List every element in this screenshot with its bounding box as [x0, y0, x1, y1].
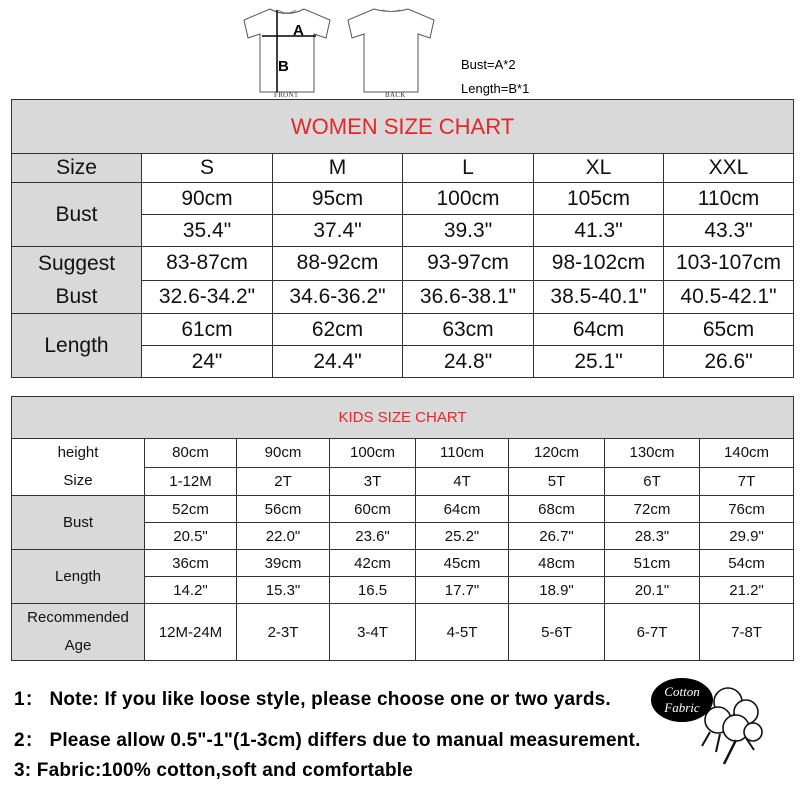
bust-in-cell: 35.4": [142, 215, 273, 247]
kids-size-table: [11, 396, 794, 661]
cotton-boll-icon: [650, 672, 765, 767]
kids-height-cell: 130cm: [605, 439, 700, 468]
kids-age-cell: 12M-24M: [145, 604, 237, 661]
kids-size-cell: 6T: [605, 467, 700, 496]
kids-length-cm-cell: 51cm: [605, 550, 700, 577]
kids-size-cell: 1-12M: [145, 467, 237, 496]
kids-bust-cm-cell: 72cm: [605, 496, 700, 523]
kids-length-in-cell: 15.3": [237, 577, 330, 604]
women-size-table: [11, 99, 794, 378]
suggest-cm-cell: 103-107cm: [664, 247, 794, 281]
suggest-in-cell: 40.5-42.1": [664, 280, 794, 314]
kids-chart-title: KIDS SIZE CHART: [12, 397, 794, 439]
bust-cm-cell: 100cm: [403, 183, 534, 215]
kids-bust-in-cell: 22.0": [237, 523, 330, 550]
kids-length-cm-cell: 39cm: [237, 550, 330, 577]
kids-age-cell: 7-8T: [700, 604, 794, 661]
recommended-label: Recommended: [27, 609, 129, 626]
kids-length-cm-cell: 45cm: [416, 550, 509, 577]
kids-size-cell: 2T: [237, 467, 330, 496]
note-3: 3: Fabric:100% cotton,soft and comfortable: [14, 760, 414, 781]
length-cm-cell: 64cm: [534, 314, 664, 346]
kids-bust-cm-cell: 64cm: [416, 496, 509, 523]
recommended-age-row-header: [12, 604, 145, 661]
age-label: Age: [64, 637, 92, 654]
kids-height-cell: 90cm: [237, 439, 330, 468]
kids-length-in-cell: 18.9": [509, 577, 605, 604]
length-in-cell: 25.1": [534, 346, 664, 378]
length-in-cell: 24.4": [273, 346, 403, 378]
kids-size-cell: 4T: [416, 467, 509, 496]
bust-cm-cell: 105cm: [534, 183, 664, 215]
kids-length-cm-cell: 48cm: [509, 550, 605, 577]
back-label: BACK: [385, 91, 406, 99]
kids-bust-row-header: Bust: [12, 496, 145, 550]
kids-bust-in-cell: 20.5": [145, 523, 237, 550]
kids-age-cell: 4-5T: [416, 604, 509, 661]
suggest-cm-cell: 83-87cm: [142, 247, 273, 281]
kids-bust-in-cell: 28.3": [605, 523, 700, 550]
kids-length-cm-cell: 42cm: [330, 550, 416, 577]
kids-bust-in-cell: 23.6": [330, 523, 416, 550]
badge-line1: Cotton: [664, 684, 700, 699]
length-cm-cell: 63cm: [403, 314, 534, 346]
kids-length-cm-cell: 54cm: [700, 550, 794, 577]
length-cm-cell: 65cm: [664, 314, 794, 346]
bust-in-cell: 37.4": [273, 215, 403, 247]
kids-length-row-header: Length: [12, 550, 145, 604]
suggest-in-cell: 32.6-34.2": [142, 280, 273, 314]
kids-bust-cm-cell: 68cm: [509, 496, 605, 523]
label-b: B: [278, 58, 289, 75]
kids-bust-in-cell: 29.9": [700, 523, 794, 550]
kids-size-cell: 5T: [509, 467, 605, 496]
bust-in-cell: 43.3": [664, 215, 794, 247]
kids-size-cell: 3T: [330, 467, 416, 496]
kids-age-cell: 5-6T: [509, 604, 605, 661]
bust-cm-cell: 95cm: [273, 183, 403, 215]
suggest-in-cell: 34.6-36.2": [273, 280, 403, 314]
bust-formula: Bust=A*2: [461, 57, 516, 72]
kids-height-cell: 110cm: [416, 439, 509, 468]
tshirt-front-icon: [240, 6, 334, 94]
suggest-cm-cell: 93-97cm: [403, 247, 534, 281]
tshirt-back-diagram: [344, 6, 438, 94]
kids-length-in-cell: 16.5: [330, 577, 416, 604]
kids-bust-cm-cell: 76cm: [700, 496, 794, 523]
tshirt-front-diagram: [240, 6, 334, 94]
suggest-bust-row-header: [12, 247, 142, 314]
height-size-row-header: [12, 439, 145, 496]
suggest-in-cell: 38.5-40.1": [534, 280, 664, 314]
length-cm-cell: 61cm: [142, 314, 273, 346]
suggest-label-line1: Suggest: [37, 252, 116, 275]
suggest-cm-cell: 88-92cm: [273, 247, 403, 281]
kids-bust-in-cell: 25.2": [416, 523, 509, 550]
kids-height-cell: 80cm: [145, 439, 237, 468]
length-in-cell: 24.8": [403, 346, 534, 378]
size-label: Size: [63, 472, 93, 489]
cotton-fabric-badge: [650, 672, 765, 772]
bust-row-header: Bust: [12, 183, 142, 247]
kids-height-cell: 120cm: [509, 439, 605, 468]
kids-height-cell: 100cm: [330, 439, 416, 468]
size-s: S: [142, 154, 273, 183]
height-label: height: [57, 444, 99, 461]
suggest-in-cell: 36.6-38.1": [403, 280, 534, 314]
size-xl: XL: [534, 154, 664, 183]
kids-length-in-cell: 17.7": [416, 577, 509, 604]
length-in-cell: 24": [142, 346, 273, 378]
kids-age-cell: 3-4T: [330, 604, 416, 661]
kids-length-in-cell: 14.2": [145, 577, 237, 604]
label-a: A: [293, 22, 304, 39]
note-2: 2： Please allow 0.5"-1"(1-3cm) differs due to manual measurement.: [14, 730, 641, 751]
kids-bust-cm-cell: 60cm: [330, 496, 416, 523]
bust-cm-cell: 90cm: [142, 183, 273, 215]
length-row-header: Length: [12, 314, 142, 378]
kids-length-cm-cell: 36cm: [145, 550, 237, 577]
length-in-cell: 26.6": [664, 346, 794, 378]
kids-age-cell: 6-7T: [605, 604, 700, 661]
kids-bust-cm-cell: 52cm: [145, 496, 237, 523]
badge-line2: Fabric: [664, 700, 700, 715]
tshirt-back-icon: [344, 6, 438, 94]
kids-length-in-cell: 20.1": [605, 577, 700, 604]
size-l: L: [403, 154, 534, 183]
length-cm-cell: 62cm: [273, 314, 403, 346]
length-formula: Length=B*1: [461, 81, 530, 96]
front-label: FRONT: [274, 91, 299, 99]
bust-in-cell: 39.3": [403, 215, 534, 247]
suggest-cm-cell: 98-102cm: [534, 247, 664, 281]
size-header: Size: [12, 154, 142, 183]
note-1: 1： Note: If you like loose style, please choose one or two yards.: [14, 689, 611, 710]
kids-height-cell: 140cm: [700, 439, 794, 468]
kids-bust-cm-cell: 56cm: [237, 496, 330, 523]
women-chart-title: WOMEN SIZE CHART: [12, 100, 794, 154]
kids-age-cell: 2-3T: [237, 604, 330, 661]
bust-in-cell: 41.3": [534, 215, 664, 247]
kids-length-in-cell: 21.2": [700, 577, 794, 604]
bust-cm-cell: 110cm: [664, 183, 794, 215]
kids-size-cell: 7T: [700, 467, 794, 496]
kids-bust-in-cell: 26.7": [509, 523, 605, 550]
size-xxl: XXL: [664, 154, 794, 183]
suggest-label-line2: Bust: [55, 285, 98, 308]
size-m: M: [273, 154, 403, 183]
